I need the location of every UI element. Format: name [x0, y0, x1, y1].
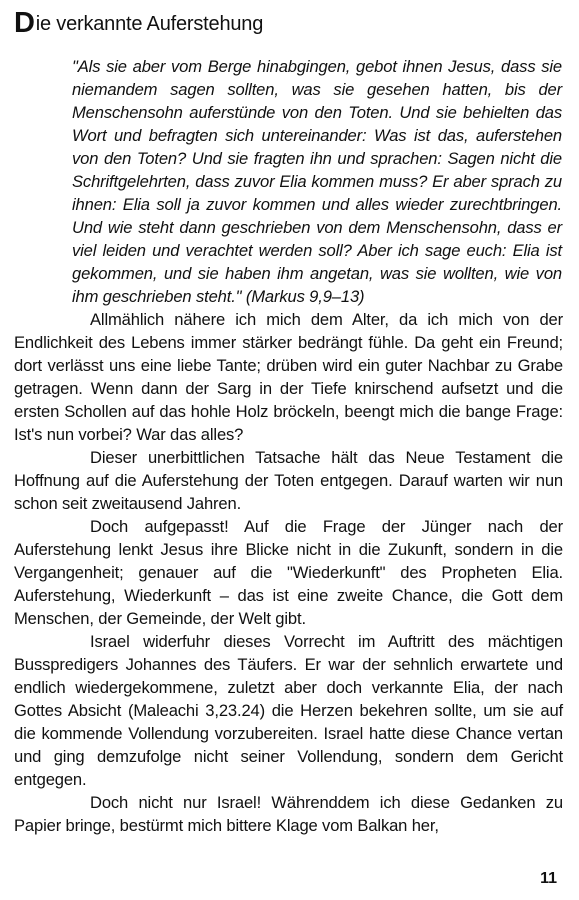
- paragraph-2: Dieser unerbittlichen Tatsache hält das Neue Testament die Hoffnung auf die Auferstehung der Toten entgegen. Darauf warten wir nun schon seit zweitausend Jahren.: [14, 448, 563, 513]
- paragraph-4: Israel widerfuhr dieses Vorrecht im Auftritt des mächtigen Busspredigers Johannes des Täufers. Er war der sehnlich erwartete und endlich wiedergekommene, zuletzt aber doch verkannte Elia, der nach Gottes Absicht (Maleachi 3,23.24) die Herzen bekehren sollte, um sie auf die kommende Vollendung vorzubereiten. Israel hatte diese Chance vertan und ging demzufolge nicht seiner Vollendung, sondern dem Gericht entgegen.: [14, 632, 563, 789]
- paragraph-1: Allmählich nähere ich mich dem Alter, da ich mich von der Endlichkeit des Lebens immer stärker bedrängt fühle. Da geht ein Freund; dort verlässt uns eine liebe Tante; drüben wird ein guter Nachbar zu Grabe getragen. Wenn dann der Sarg in der Tiefe knirschend aufsetzt und die ersten Schollen auf das hohle Holz bröckeln, beengt mich die bange Frage: Ist's nun vorbei? War das alles?: [14, 310, 563, 444]
- chapter-title: [14, 7, 563, 39]
- title-initial: D: [14, 7, 35, 39]
- page-number: 11: [540, 870, 557, 887]
- paragraph-5: Doch nicht nur Israel! Währenddem ich diese Gedanken zu Papier bringe, bestürmt mich bittere Klage vom Balkan her,: [14, 793, 563, 835]
- paragraph-3: Doch aufgepasst! Auf die Frage der Jünger nach der Auferstehung lenkt Jesus ihre Blicke nicht in die Zukunft, sondern in die Vergangenheit; genauer auf die "Wiederkunft" des Propheten Elia. Auferstehung, Wiederkunft – das ist eine zweite Chance, die Gott dem Menschen, der Gemeinde, der Welt gibt.: [14, 517, 563, 628]
- title-text: ie verkannte Auferstehung: [35, 13, 264, 35]
- bible-quote: "Als sie aber vom Berge hinabgingen, gebot ihnen Jesus, dass sie niemandem sagen sollten, was sie gesehen hatten, bis der Menschensohn auferstünde von den Toten. Und sie behielten das Wort und befragten sich untereinander: Was ist das, auferstehen von den Toten? Und sie fragten ihn und sprachen: Sagen nicht die Schriftgelehrten, dass zuvor Elia kommen muss? Er aber sprach zu ihnen: Elia soll ja zuvor kommen und alles wieder zurechtbringen. Und wie steht dann geschrieben von dem Menschensohn, dass er viel leiden und verachtet werden soll? Aber ich sage euch: Elia ist gekommen, und sie haben ihm angetan, was sie wollten, wie von ihm geschrieben steht." (Markus 9,9–13): [72, 57, 562, 306]
